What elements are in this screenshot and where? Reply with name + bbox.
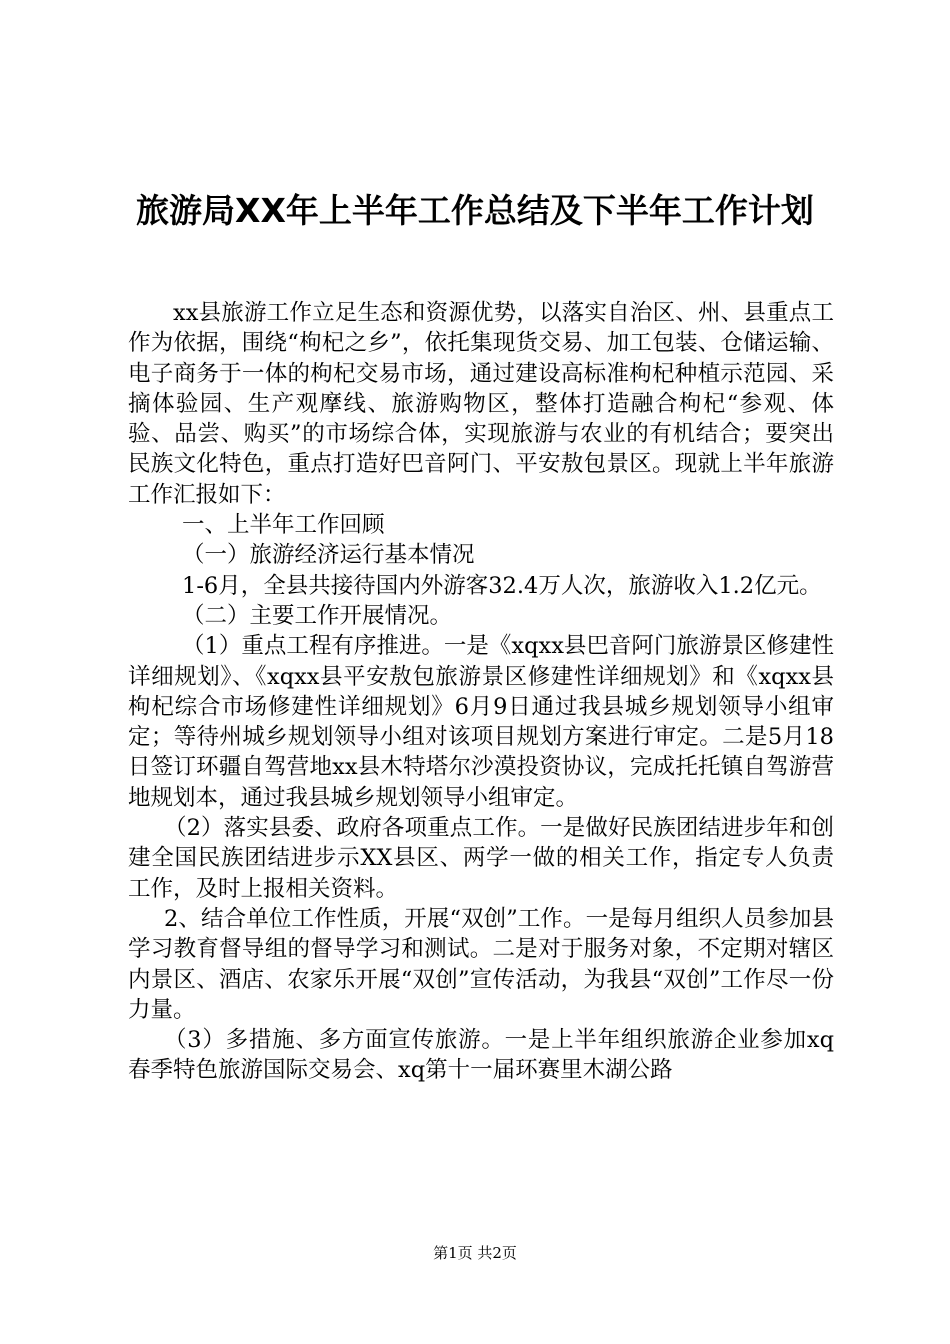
paragraph-item-4: （3）多措施、多方面宣传旅游。一是上半年组织旅游企业参加xq春季特色旅游国际交易会、xq第十一届环赛里木湖公路	[128, 1027, 834, 1084]
page-footer: 第1页 共2页	[433, 1244, 517, 1262]
paragraph-item-2: （2）落实县委、政府各项重点工作。一是做好民族团结进步年和创建全国民族团结进步示XX县区、两学一做的相关工作，指定专人负责工作，及时上报相关资料。	[128, 815, 834, 902]
paragraph-intro: xx县旅游工作立足生态和资源优势，以落实自治区、州、县重点工作为依据，围绕“枸杞之乡”，依托集现货交易、加工包装、仓储运输、电子商务于一体的枸杞交易市场，通过建设高标准枸杞种植示范园、采摘体验园、生产观摩线、旅游购物区，整体打造融合枸杞“参观、体验、品尝、购买”的市场综合体，实现旅游与农业的有机结合；要突出民族文化特色，重点打造好巴音阿门、平安敖包景区。现就上半年旅游工作汇报如下：	[128, 300, 834, 508]
document-body	[128, 298, 834, 1086]
subsection-heading: （二）主要工作开展情况。	[182, 602, 453, 629]
paragraph-item-1: （1）重点工程有序推进。一是《xqxx县巴音阿门旅游景区修建性详细规划》、《xqxx县平安敖包旅游景区修建性详细规划》和《xqxx县枸杞综合市场修建性详细规划》6月9日通过我县城乡规划领导小组审定；等待州城乡规划领导小组对该项目规划方案进行审定。二是5月18日签订环疆自驾营地xx县木特塔尔沙漠投资协议，完成托托镇自驾游营地规划本，通过我县城乡规划领导小组审定。	[128, 633, 834, 811]
section-heading: 一、上半年工作回顾	[182, 512, 385, 539]
subsection-heading: （一）旅游经济运行基本情况	[182, 542, 475, 569]
paragraph-stats: 1-6月，全县共接待国内外游客32.4万人次，旅游收入1.2亿元。	[182, 572, 822, 599]
paragraph-item-3: 2、结合单位工作性质，开展“双创”工作。一是每月组织人员参加县学习教育督导组的督导学习和测试。二是对于服务对象，不定期对辖区内景区、酒店、农家乐开展“双创”宣传活动，为我县“双创”工作尽一份力量。	[128, 905, 834, 1023]
document-title: 旅游局XX年上半年工作总结及下半年工作计划	[136, 191, 814, 230]
